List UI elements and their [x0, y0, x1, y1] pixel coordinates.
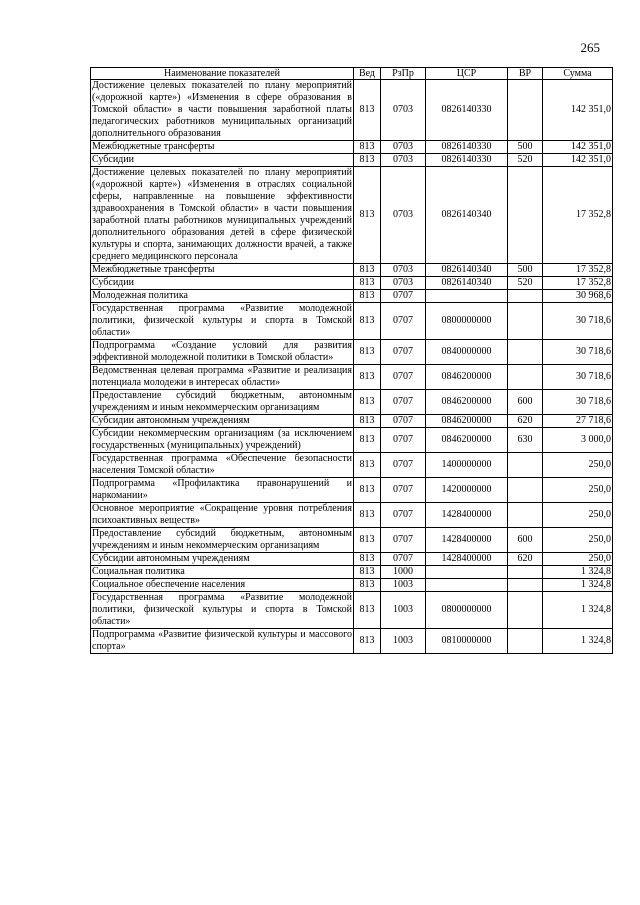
row-name: Молодежная политика [91, 290, 354, 303]
row-ved: 813 [354, 390, 381, 415]
table-row [91, 566, 613, 579]
row-name: Государственная программа «Развитие молодежной политики, физической культуры и спорта в Томской области» [92, 303, 352, 338]
row-ved: 813 [354, 528, 381, 553]
row-rzpr: 0703 [381, 277, 426, 290]
row-rzpr: 0703 [381, 167, 426, 264]
header-vr: ВР [508, 68, 543, 80]
row-rzpr: 0707 [381, 453, 426, 478]
row-vr: 600 [508, 390, 543, 415]
row-name: Подпрограмма «Создание условий для развития эффективной молодежной политики в Томской области» [92, 340, 352, 363]
row-csr: 1428400000 [426, 553, 508, 566]
row-csr: 0826140330 [426, 80, 508, 141]
table-header-row [91, 68, 613, 80]
row-name: Ведомственная целевая программа «Развитие и реализация потенциала молодежи в интересах области» [92, 365, 352, 388]
row-vr: 600 [508, 528, 543, 553]
row-ved: 813 [354, 340, 381, 365]
row-ved: 813 [354, 80, 381, 141]
row-rzpr: 0707 [381, 415, 426, 428]
row-name: Субсидии автономным учреждениям [91, 415, 354, 428]
row-ved: 813 [354, 365, 381, 390]
row-vr: 520 [508, 154, 543, 167]
table-row [91, 340, 613, 365]
row-rzpr: 0707 [381, 503, 426, 528]
row-sum: 142 351,0 [543, 80, 613, 141]
row-ved: 813 [354, 277, 381, 290]
row-sum: 3 000,0 [543, 428, 613, 453]
row-name: Социальная политика [91, 566, 354, 579]
row-ved: 813 [354, 503, 381, 528]
row-ved: 813 [354, 553, 381, 566]
row-sum: 250,0 [543, 478, 613, 503]
row-vr: 620 [508, 553, 543, 566]
row-name: Межбюджетные трансферты [91, 141, 354, 154]
row-name: Подпрограмма «Профилактика правонарушений и наркомании» [92, 478, 352, 501]
row-vr [508, 629, 543, 654]
row-csr: 0826140340 [426, 264, 508, 277]
row-csr: 0840000000 [426, 340, 508, 365]
row-vr: 630 [508, 428, 543, 453]
table-row [91, 277, 613, 290]
row-ved: 813 [354, 141, 381, 154]
row-vr: 520 [508, 277, 543, 290]
row-rzpr: 0707 [381, 340, 426, 365]
table-row [91, 390, 613, 415]
row-csr: 0800000000 [426, 592, 508, 629]
row-vr [508, 303, 543, 340]
row-ved: 813 [354, 478, 381, 503]
table-row [91, 579, 613, 592]
row-vr [508, 592, 543, 629]
row-sum: 17 352,8 [543, 167, 613, 264]
row-vr [508, 167, 543, 264]
row-name: Достижение целевых показателей по плану мероприятий («дорожной карте») «Изменения в сфере образования в Томской области» в части повышения заработной платы педагогических работников муниципальных организаций дополнительного образования [92, 80, 352, 139]
row-sum: 17 352,8 [543, 264, 613, 277]
row-rzpr: 0707 [381, 390, 426, 415]
page-number: 265 [580, 40, 600, 55]
row-sum: 27 718,6 [543, 415, 613, 428]
row-sum: 30 718,6 [543, 365, 613, 390]
row-sum: 1 324,8 [543, 566, 613, 579]
row-csr: 0826140340 [426, 277, 508, 290]
row-vr [508, 453, 543, 478]
row-name: Достижение целевых показателей по плану мероприятий («дорожной карте») «Изменения в отраслях социальной сферы, направленные на повышение эффективности здравоохранения в Томской области» в части повышения заработной платы работников муниципальных учреждений дополнительного образования детей в сфере физической культуры и спорта, занимающих должности врачей, а также среднего медицинского персонала [92, 167, 352, 262]
row-csr: 0846200000 [426, 365, 508, 390]
row-ved: 813 [354, 264, 381, 277]
header-name: Наименование показателей [91, 68, 354, 80]
table-row [91, 80, 613, 141]
row-vr [508, 80, 543, 141]
table-row [91, 264, 613, 277]
row-csr: 0846200000 [426, 415, 508, 428]
row-name: Межбюджетные трансферты [91, 264, 354, 277]
row-name: Основное мероприятие «Сокращение уровня потребления психоактивных веществ» [92, 503, 352, 526]
row-sum: 30 718,6 [543, 390, 613, 415]
row-name: Предоставление субсидий бюджетным, автономным учреждениям и иным некоммерческим организациям [92, 390, 352, 413]
row-ved: 813 [354, 579, 381, 592]
row-ved: 813 [354, 453, 381, 478]
row-name: Субсидии некоммерческим организациям (за исключением государственных (муниципальных) учреждений) [92, 428, 352, 451]
row-vr: 620 [508, 415, 543, 428]
row-sum: 1 324,8 [543, 592, 613, 629]
row-rzpr: 1003 [381, 629, 426, 654]
row-name: Субсидии [91, 154, 354, 167]
row-rzpr: 0703 [381, 80, 426, 141]
row-rzpr: 1003 [381, 579, 426, 592]
row-csr [426, 290, 508, 303]
row-csr: 1400000000 [426, 453, 508, 478]
budget-table [90, 67, 613, 654]
row-sum: 30 718,6 [543, 303, 613, 340]
table-row [91, 592, 613, 629]
table-row [91, 629, 613, 654]
row-ved: 813 [354, 167, 381, 264]
table-row [91, 365, 613, 390]
row-csr: 0810000000 [426, 629, 508, 654]
row-vr: 500 [508, 141, 543, 154]
row-vr [508, 290, 543, 303]
row-name: Подпрограмма «Развитие физической культуры и массового спорта» [92, 629, 352, 652]
table-row [91, 303, 613, 340]
row-vr: 500 [508, 264, 543, 277]
table-row [91, 415, 613, 428]
row-sum: 17 352,8 [543, 277, 613, 290]
row-csr: 0800000000 [426, 303, 508, 340]
row-ved: 813 [354, 566, 381, 579]
row-csr: 1420000000 [426, 478, 508, 503]
row-ved: 813 [354, 154, 381, 167]
row-ved: 813 [354, 629, 381, 654]
row-rzpr: 0703 [381, 141, 426, 154]
row-name: Государственная программа «Обеспечение безопасности населения Томской области» [92, 453, 352, 476]
row-name: Социальное обеспечение населения [91, 579, 354, 592]
row-rzpr: 0707 [381, 478, 426, 503]
row-rzpr: 0707 [381, 365, 426, 390]
row-vr [508, 365, 543, 390]
row-ved: 813 [354, 415, 381, 428]
table-row [91, 141, 613, 154]
row-sum: 30 718,6 [543, 340, 613, 365]
row-rzpr: 0707 [381, 290, 426, 303]
row-rzpr: 0707 [381, 428, 426, 453]
row-rzpr: 0703 [381, 154, 426, 167]
header-sum: Сумма [543, 68, 613, 80]
row-ved: 813 [354, 290, 381, 303]
row-rzpr: 0703 [381, 264, 426, 277]
row-csr: 0846200000 [426, 428, 508, 453]
row-vr [508, 566, 543, 579]
row-name: Государственная программа «Развитие молодежной политики, физической культуры и спорта в Томской области» [92, 592, 352, 627]
row-sum: 142 351,0 [543, 141, 613, 154]
row-sum: 250,0 [543, 553, 613, 566]
row-sum: 250,0 [543, 503, 613, 528]
row-rzpr: 0707 [381, 553, 426, 566]
table-row [91, 503, 613, 528]
header-rzpr: РзПр [381, 68, 426, 80]
row-sum: 30 968,6 [543, 290, 613, 303]
row-vr [508, 503, 543, 528]
header-csr: ЦСР [426, 68, 508, 80]
row-csr: 1428400000 [426, 503, 508, 528]
row-csr: 0846200000 [426, 390, 508, 415]
row-rzpr: 1000 [381, 566, 426, 579]
row-vr [508, 579, 543, 592]
row-rzpr: 0707 [381, 528, 426, 553]
row-rzpr: 1003 [381, 592, 426, 629]
table-row [91, 428, 613, 453]
table-row [91, 478, 613, 503]
row-name: Субсидии [91, 277, 354, 290]
row-sum: 1 324,8 [543, 579, 613, 592]
row-sum: 1 324,8 [543, 629, 613, 654]
table-row [91, 528, 613, 553]
row-rzpr: 0707 [381, 303, 426, 340]
row-sum: 142 351,0 [543, 154, 613, 167]
row-ved: 813 [354, 303, 381, 340]
row-name: Субсидии автономным учреждениям [91, 553, 354, 566]
table-row [91, 453, 613, 478]
row-vr [508, 478, 543, 503]
row-csr: 0826140340 [426, 167, 508, 264]
row-csr [426, 566, 508, 579]
table-row [91, 553, 613, 566]
table-row [91, 167, 613, 264]
row-ved: 813 [354, 592, 381, 629]
row-sum: 250,0 [543, 528, 613, 553]
row-ved: 813 [354, 428, 381, 453]
row-csr: 1428400000 [426, 528, 508, 553]
row-csr [426, 579, 508, 592]
header-ved: Вед [354, 68, 381, 80]
table-row [91, 290, 613, 303]
row-csr: 0826140330 [426, 141, 508, 154]
row-sum: 250,0 [543, 453, 613, 478]
row-vr [508, 340, 543, 365]
row-csr: 0826140330 [426, 154, 508, 167]
table-row [91, 154, 613, 167]
row-name: Предоставление субсидий бюджетным, автономным учреждениям и иным некоммерческим организациям [92, 528, 352, 551]
